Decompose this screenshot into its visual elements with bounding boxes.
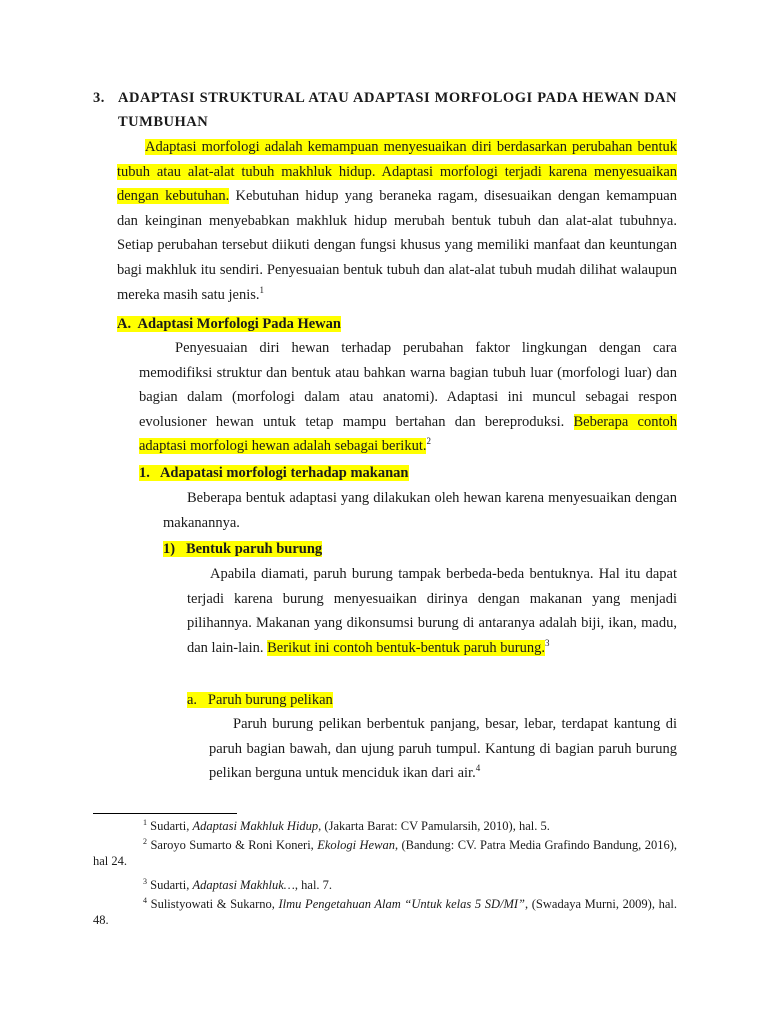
footnote-1-number: 1	[143, 817, 147, 827]
intro-highlight: Adaptasi morfologi adalah kemampuan menyesuaikan diri berdasarkan perubahan bentuk tubuh atau alat-alat tubuh makhluk hidup. Adaptasi morfologi terjadi karena menyesuaikan dengan kebutuhan.	[117, 139, 677, 205]
point-1-1-paragraph	[187, 562, 677, 660]
footnote-3-publisher: , hal. 7.	[294, 878, 333, 892]
point-1-1-title: 1) Bentuk paruh burung	[163, 541, 323, 557]
section-number: 3.	[93, 90, 105, 106]
point-1-heading	[139, 462, 409, 484]
footnote-2-author: Saroyo Sumarto & Roni Koneri,	[150, 838, 318, 852]
point-a-heading	[187, 689, 333, 711]
footnote-4-publisher: , (Swadaya Murni, 2009), hal. 48.	[93, 897, 677, 927]
footnote-ref-2: 2	[426, 436, 431, 447]
subsection-a-title: A. Adaptasi Morfologi Pada Hewan	[117, 316, 341, 332]
subsection-a-text: Penyesuaian diri hewan terhadap perubahan faktor lingkungan dengan cara memodifiksi struktur dan bentuk atau bahkan warna bagian tubuh luar (morfologi luar) dan bagian dalam (morfologi dalam atau anatomi). Adaptasi ini muncul sebagai respon evolusioner hewan untuk tetap mampu bertahan dan bereproduksi.	[139, 340, 677, 430]
footnote-4-title: Ilmu Pengetahuan Alam “Untuk kelas 5 SD/MI”	[278, 897, 525, 911]
footnote-4-number: 4	[143, 895, 147, 905]
footnote-4	[93, 896, 677, 928]
point-a-paragraph	[209, 712, 677, 786]
subsection-a-paragraph	[139, 336, 677, 459]
footnote-divider	[93, 813, 237, 814]
footnote-3-author: Sudarti,	[150, 878, 193, 892]
point-1-paragraph	[163, 486, 677, 535]
point-1-1-text: Apabila diamati, paruh burung tampak berbeda-beda bentuknya. Hal itu dapat terjadi karena burung menyesuaikan dirinya dengan makanan yang menjadi pilihannya. Makanan yang dikonsumsi burung di antaranya adalah biji, ikan, madu, dan lain-lain.	[187, 566, 677, 656]
point-1-1-heading	[163, 538, 322, 560]
point-1-text: Beberapa bentuk adaptasi yang dilakukan oleh hewan karena menyesuaikan dengan makanannya.	[163, 490, 677, 531]
footnote-1-author: Sudarti,	[150, 819, 193, 833]
section-heading	[93, 86, 677, 134]
footnote-2-number: 2	[143, 836, 147, 846]
footnote-3	[93, 877, 677, 893]
footnote-2-title: Ekologi Hewan	[317, 838, 395, 852]
footnote-1	[93, 818, 677, 834]
point-1-1-highlight: Berikut ini contoh bentuk-bentuk paruh burung.	[267, 639, 546, 656]
subsection-a-highlight: Beberapa contoh adaptasi morfologi hewan adalah sebagai berikut.	[139, 413, 677, 455]
intro-text: Kebutuhan hidup yang beraneka ragam, disesuaikan dengan kemampuan dan keinginan menyebabkan makhluk hidup merubah bentuk tubuh dan alat-alat tubuhnya. Setiap perubahan tersebut diikuti dengan fungsi khusus yang memiliki manfaat dan keuntungan bagi makhluk itu sendiri. Penyesuaian bentuk tubuh dan alat-alat tubuh mudah dilihat walaupun mereka masih satu jenis.	[117, 188, 677, 303]
footnote-1-publisher: , (Jakarta Barat: CV Pamularsih, 2010), hal. 5.	[318, 819, 550, 833]
footnote-ref-4: 4	[475, 763, 481, 774]
footnote-3-number: 3	[143, 876, 147, 886]
intro-paragraph	[117, 135, 677, 307]
footnote-1-title: Adaptasi Makhluk Hidup	[192, 819, 319, 833]
footnote-2-publisher: , (Bandung: CV. Patra Media Grafindo Bandung, 2016), hal 24.	[93, 838, 678, 868]
point-a-text: Paruh burung pelikan berbentuk panjang, besar, lebar, terdapat kantung di paruh bagian bawah, dan ujung paruh tumpul. Kantung di bagian paruh burung pelikan berguna untuk menciduk ikan dari air.	[209, 716, 677, 782]
point-1-title: 1. Adapatasi morfologi terhadap makanan	[139, 465, 409, 481]
footnote-ref-1: 1	[259, 284, 265, 295]
footnote-2	[93, 837, 677, 869]
footnote-3-title: Adaptasi Makhluk…	[192, 878, 295, 892]
footnote-ref-3: 3	[545, 637, 550, 648]
section-title: ADAPTASI STRUKTURAL ATAU ADAPTASI MORFOLOGI PADA HEWAN DAN TUMBUHAN	[118, 90, 677, 130]
point-a-title: a. Paruh burung pelikan	[187, 692, 333, 708]
footnote-4-author: Sulistyowati & Sukarno,	[150, 897, 279, 911]
subsection-a-heading	[117, 313, 341, 335]
